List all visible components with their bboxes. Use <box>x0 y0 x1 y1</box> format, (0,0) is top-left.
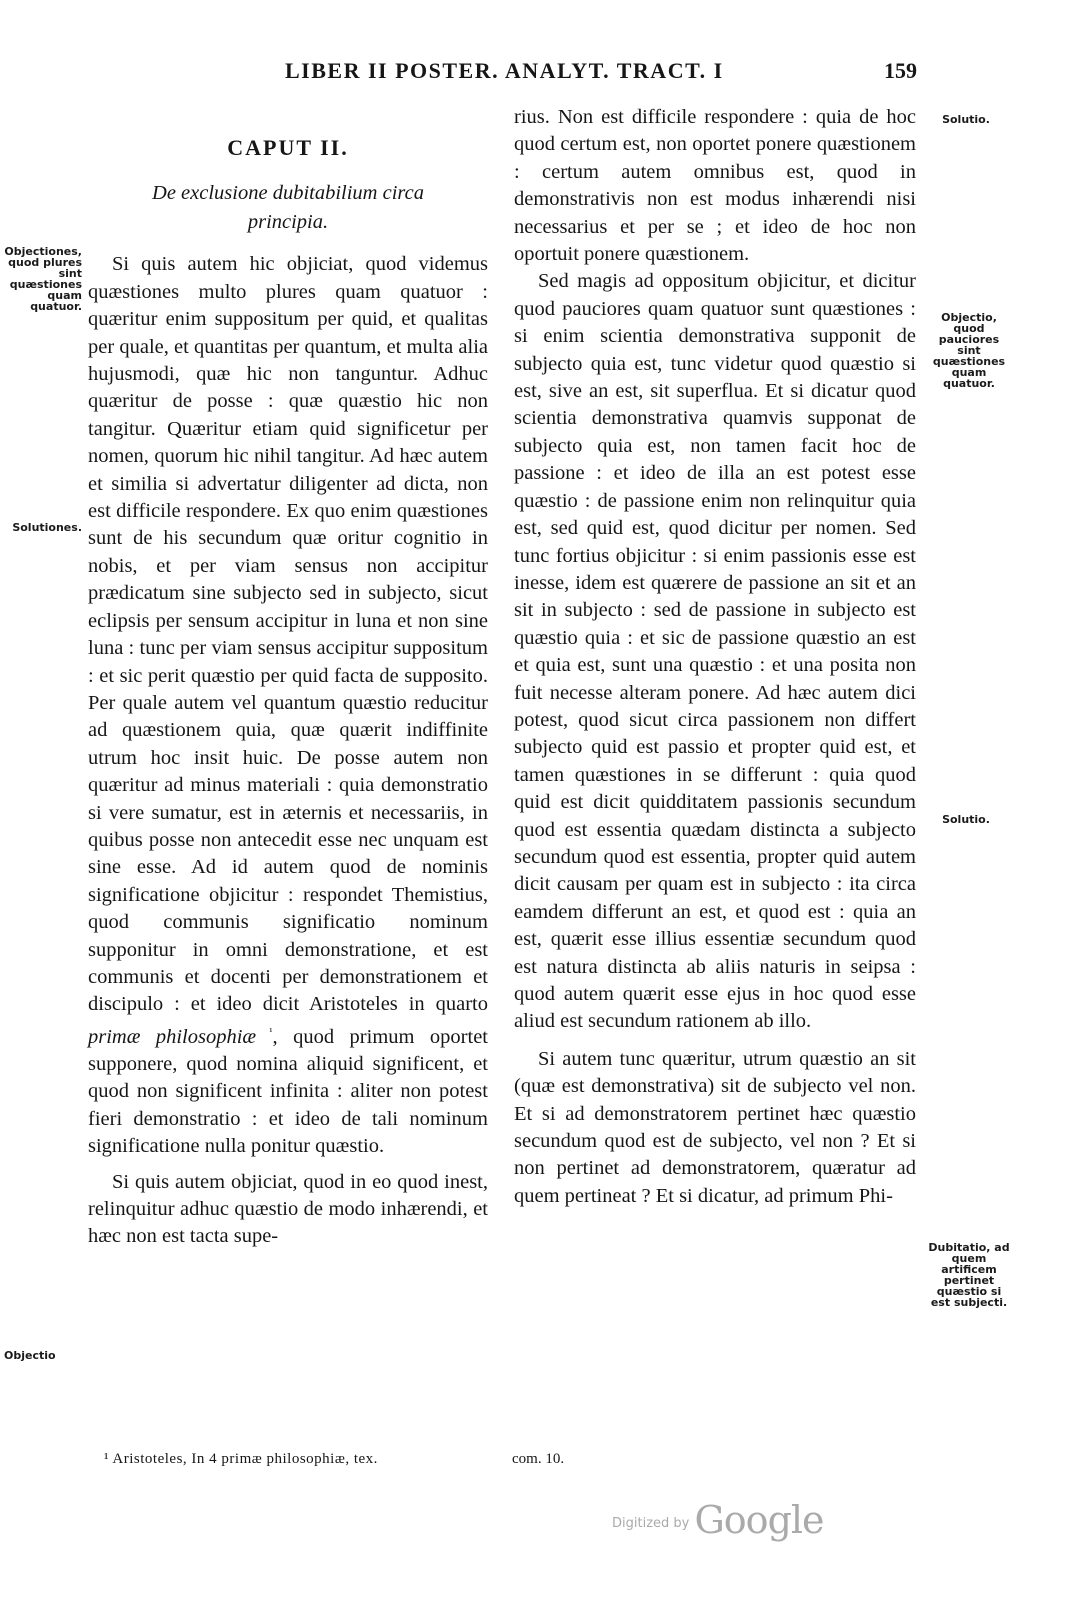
paragraph <box>88 251 488 1160</box>
paragraph: Si quis autem objiciat, quod in eo quod inest, relinquitur adhuc quæstio de modo inhærendi, et hæc non est tacta supe- <box>88 1170 488 1248</box>
paragraph: rius. Non est difficile respondere : quia de hoc quod certum est, non oportet ponere quæstionem : certum autem omnibus est, quod in demonstrativis non est modus inhærendi nisi necessarius et per se ; et ideo de hoc non oportuit ponere quæstionem. <box>514 106 916 266</box>
paragraph-text: Si quis autem hic objiciat, quod videmus quæstiones multo plures quam quatuor : quæritur enim suppositum per quid, et qualitas per quale, et quantitas per quantum, et multa alia hujusmodi, quæ hic non tanguntur. Adhuc quæritur de posse : quæ quæstio hic non tangitur. Quæritur etiam quid significetur per nomen, quorum hic nihil tangitur. Ad hæc autem et similia si advertatur diligenter ad dicta, non est difficile respondere. Ex quo enim quæstiones sunt de his secundum quæ oritur cognitio in nobis, et per viam sensus non accipitur prædicatum sine subjecto sed in subjecto, sicut eclipsis per sensum accipitur in luna et non sine luna : tunc per viam sensus accipitur suppositum : et sic perit quæstio per quid facta de supposito. Per quale autem vel quantum quæstio reducitur ad quæstionem quia, quæ quærit indiffinite utrum hoc insit huic. De posse autem non quæritur ad minus materiali : quia demonstratio si vere sumatur, est in æternis et necessariis, in quibus posse non antecedit esse nec unquam est sine esse. Ad id autem quod de nominis significatione objicitur : respondet Themistius, quod communis significatio nominum supponitur in omni demonstratione, et est communis et docenti per demonstrationem et discipulo : et ideo dicit Aristoteles in quarto <box>88 253 488 1016</box>
left-column <box>88 104 488 1251</box>
margin-note-solutio: Solutio. <box>942 113 990 126</box>
right-column <box>514 104 916 1210</box>
paragraph: Sed magis ad oppositum objicitur, et dicitur quod pauciores quam quatuor sunt quæstiones : si enim scientia demonstrativa supponit de subjecto quia est, tunc videtur quod quæstio si est, sive an est, sit superflua. Et si dicatur quod scientia demonstrativa quamvis supponat de subjecto quia est, non tamen facit hoc de passione : et ideo de illa an est potest esse quæstio : de passione enim non relinquitur quia est, sed quid est, quod dicitur per nomen. Sed tunc fortius objicitur : si enim passionis esse est inesse, idem est quærere de passione an sit et an sit in subjecto : sed de passione in subjecto est quæstio quia : et sic de passione quæstio an est et quia est, sunt una quæstio : et una posita non fuit necesse alteram ponere. Ad hæc autem dici potest, quod sicut circa passionem non differt subjecto quid est passio et propter quid est, et tamen quæstiones in se differunt : quia quod quid est dicit quidditatem passionis secundum quod est essentia quædam distincta a subjecto secundum quod est essentia, propter quid autem dicit causam per quam est in subjecto : ita circa eamdem differunt an est, et quod est : quia an est, quærit esse illius essentiæ secundum quod est natura distincta ab aliis naturis in seipsa : quod autem quærit esse ejus in hoc quod esse aliud est secundum rationem ab illo. <box>514 270 916 1033</box>
chapter-title: CAPUT II. <box>227 135 349 160</box>
running-title: LIBER II POSTER. ANALYT. TRACT. I <box>285 58 724 83</box>
margin-note-dubitatio: Dubitatio, ad quem artificem pertinet quæstio si est subjecti. <box>928 1241 1010 1309</box>
margin-note-objectio: Objectio <box>4 1349 56 1362</box>
margin-note-solutio: Solutio. <box>942 813 990 826</box>
watermark-prefix: Digitized by <box>612 1516 690 1531</box>
footnote: ¹ Aristoteles, In 4 primæ philosophiæ, tex. <box>104 1451 378 1467</box>
page-number: 159 <box>884 58 917 83</box>
margin-note-objectio-pauciores: Objectio, quod pauciores sint quæstiones quam quatuor. <box>932 311 1006 390</box>
paragraph: Si autem tunc quæritur, utrum quæstio an sit (quæ est demonstrativa) sit de subjecto vel non. Et si ad demonstratorem pertinet hæc quæstio secundum quod est de subjecto, vel non ? Et si non pertinet ad demonstratorem, quæratur ad quem pertineat ? Et si dicatur, ad primum Phi- <box>514 1047 916 1207</box>
paragraph-text: , quod primum oportet supponere, quod nomina aliquid significent, et quod non significent infinita : aliter non potest fieri demonstratio : et ideo de tali nominum significatione nulla ponitur quæstio. <box>88 1025 488 1158</box>
margin-note-solutiones: Solutiones. <box>12 521 82 534</box>
google-logo: Google <box>694 1498 824 1542</box>
footnote-continuation: com. 10. <box>512 1451 565 1467</box>
italic-title: primæ philosophiæ <box>88 1025 257 1048</box>
page-header <box>0 58 1077 92</box>
digitized-watermark <box>612 1498 824 1542</box>
margin-note-objectiones: Objectiones, quod plures sint quæstiones quam quatuor. <box>4 245 82 313</box>
chapter-subtitle: De exclusione dubitabilium circa principia. <box>152 182 424 234</box>
footnote-mark: ¹ <box>256 1025 273 1038</box>
